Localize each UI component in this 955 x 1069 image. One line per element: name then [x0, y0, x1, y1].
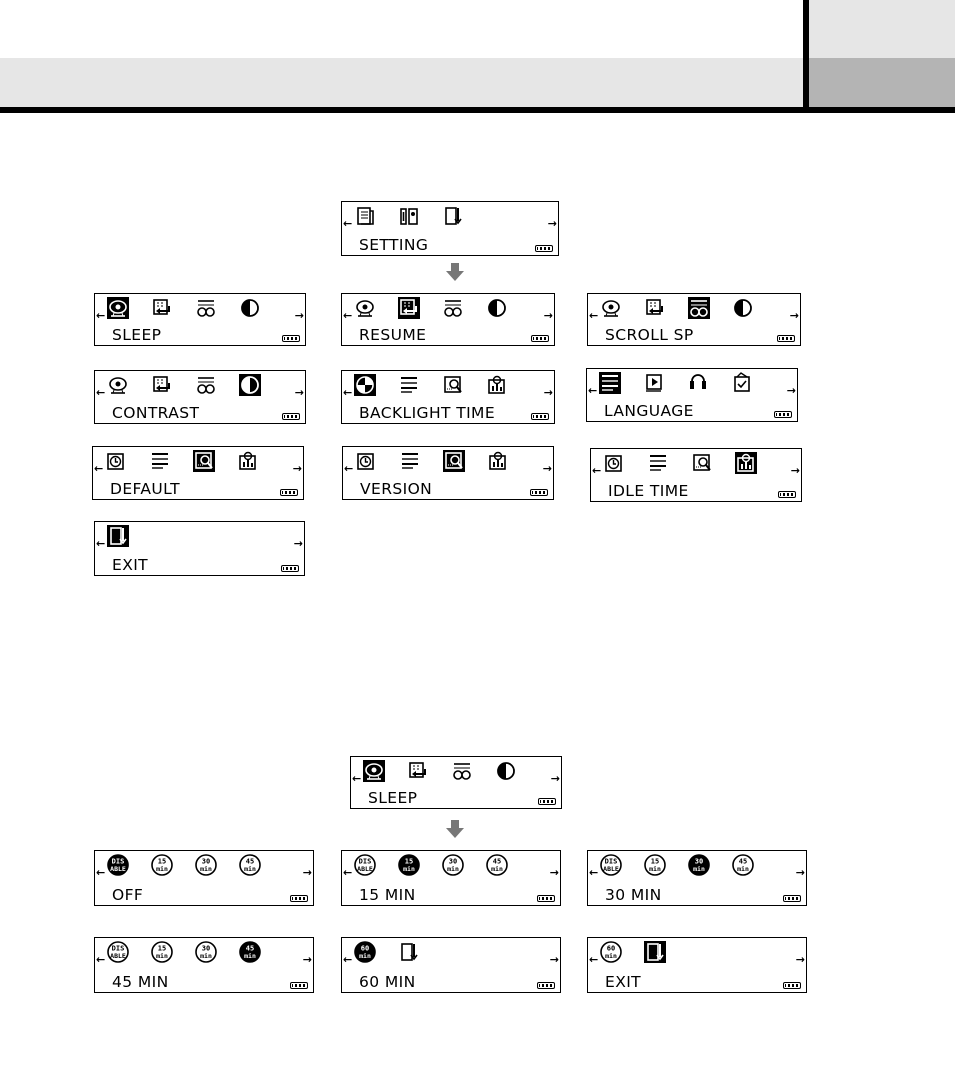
svg-text:30: 30 [201, 944, 211, 953]
backlight-icon [354, 374, 376, 396]
lcd-icon-row [354, 373, 542, 397]
battery-icon [778, 491, 796, 498]
default-icon [443, 450, 465, 472]
resume-icon [398, 297, 420, 319]
sleep-icon [354, 297, 376, 319]
battery-icon [777, 335, 795, 342]
scroll-icon [195, 297, 217, 319]
contrast-icon [732, 297, 754, 319]
lcd-label: SLEEP [368, 789, 418, 807]
svg-text:DIS: DIS [604, 857, 618, 866]
exit-icon [442, 205, 464, 227]
nav-left-icon: ← [343, 953, 353, 966]
nav-right-icon: → [302, 866, 312, 879]
sleep-icon [107, 374, 129, 396]
header-tab-shade [809, 58, 955, 107]
battery-icon [281, 565, 299, 572]
voice-icon [731, 372, 753, 394]
svg-text:ABLE: ABLE [357, 865, 373, 873]
svg-text:15: 15 [157, 944, 167, 953]
battery-icon [535, 245, 553, 252]
svg-text:min: min [491, 865, 503, 873]
nav-right-icon: → [795, 953, 805, 966]
default-icon [193, 450, 215, 472]
lcd-screen [92, 446, 304, 500]
30min-icon [688, 854, 710, 876]
lcd-icon-row [354, 853, 548, 877]
scroll-icon [195, 374, 217, 396]
45min-icon [239, 854, 261, 876]
nav-right-icon: → [549, 953, 559, 966]
svg-text:45: 45 [245, 944, 255, 953]
lcd-icon-row [107, 296, 293, 320]
battery-icon [282, 335, 300, 342]
svg-text:min: min [605, 952, 617, 960]
lcd-icon-row [354, 940, 548, 964]
svg-text:45: 45 [738, 857, 748, 866]
svg-text:min: min [200, 952, 212, 960]
resume-icon [151, 374, 173, 396]
15min-icon [398, 854, 420, 876]
svg-text:min: min [649, 865, 661, 873]
default-icon [691, 452, 713, 474]
nav-left-icon: ← [96, 537, 106, 550]
svg-text:min: min [200, 865, 212, 873]
nav-left-icon: ← [343, 217, 353, 230]
svg-text:60: 60 [606, 944, 616, 953]
lcd-screen [341, 370, 555, 424]
settings-icon [398, 205, 420, 227]
nav-right-icon: → [795, 866, 805, 879]
nav-left-icon: ← [96, 309, 106, 322]
nav-right-icon: → [550, 772, 560, 785]
music-icon [687, 372, 709, 394]
nav-right-icon: → [789, 309, 799, 322]
contrast-icon [239, 374, 261, 396]
lcd-icon-row [355, 449, 541, 473]
nav-right-icon: → [294, 386, 304, 399]
lcd-label: SCROLL SP [605, 326, 694, 344]
battery-icon [774, 411, 792, 418]
clock-icon [355, 450, 377, 472]
nav-left-icon: ← [352, 772, 362, 785]
battery-icon [783, 982, 801, 989]
exit-icon [398, 941, 420, 963]
lcd-label: SETTING [359, 236, 429, 254]
svg-text:15: 15 [157, 857, 167, 866]
contrast-icon [495, 760, 517, 782]
svg-text:30: 30 [201, 857, 211, 866]
lcd-icon-row [600, 853, 794, 877]
15min-icon [151, 854, 173, 876]
lcd-label: SLEEP [112, 326, 162, 344]
nav-right-icon: → [302, 953, 312, 966]
battery-icon [538, 798, 556, 805]
lcd-label: LANGUAGE [604, 402, 694, 420]
version-icon [486, 374, 508, 396]
svg-text:ABLE: ABLE [110, 952, 126, 960]
15min-icon [644, 854, 666, 876]
exit-icon [107, 525, 129, 547]
battery-icon [783, 895, 801, 902]
nav-right-icon: → [293, 537, 303, 550]
battery-icon [530, 489, 548, 496]
nav-left-icon: ← [343, 386, 353, 399]
version-icon [487, 450, 509, 472]
lcd-screen [587, 850, 807, 906]
lcd-icon-row [354, 204, 546, 228]
svg-text:ABLE: ABLE [110, 865, 126, 873]
lcd-screen [94, 293, 306, 346]
lcd-icon-row [354, 296, 542, 320]
lcd-label: 15 MIN [359, 886, 416, 904]
svg-text:15: 15 [650, 857, 660, 866]
svg-text:15: 15 [404, 857, 414, 866]
contrast-icon [239, 297, 261, 319]
lcd-screen [341, 937, 561, 993]
nav-right-icon: → [786, 384, 796, 397]
nav-left-icon: ← [94, 462, 104, 475]
lcd-label: 60 MIN [359, 973, 416, 991]
lcd-screen [342, 446, 554, 500]
lcd-icon-row [107, 524, 292, 548]
45min-icon [486, 854, 508, 876]
svg-text:min: min [403, 865, 415, 873]
lcd-icon-row [107, 940, 301, 964]
battery-icon [537, 982, 555, 989]
sleep-icon [363, 760, 385, 782]
lcd-screen [341, 850, 561, 906]
svg-text:DIS: DIS [358, 857, 372, 866]
contrast-icon [486, 297, 508, 319]
arrow-down-icon [445, 820, 465, 838]
lcd-label: OFF [112, 886, 144, 904]
nav-right-icon: → [549, 866, 559, 879]
30min-icon [195, 941, 217, 963]
scroll-icon [451, 760, 473, 782]
nav-right-icon: → [543, 309, 553, 322]
lcd-icon-row [599, 371, 785, 395]
nav-left-icon: ← [343, 866, 353, 879]
svg-text:min: min [447, 865, 459, 873]
nav-right-icon: → [542, 462, 552, 475]
nav-left-icon: ← [96, 386, 106, 399]
svg-text:30: 30 [694, 857, 704, 866]
lcd-screen [586, 368, 798, 422]
battery-icon [537, 895, 555, 902]
default-icon [442, 374, 464, 396]
lcd-screen [590, 448, 802, 502]
language-icon [599, 372, 621, 394]
lcd-screen [94, 850, 314, 906]
svg-text:ABLE: ABLE [603, 865, 619, 873]
nav-right-icon: → [547, 217, 557, 230]
svg-text:min: min [244, 952, 256, 960]
sleep-icon [107, 297, 129, 319]
battery-icon [531, 413, 549, 420]
lcd-icon-row [600, 296, 788, 320]
svg-text:min: min [244, 865, 256, 873]
lcd-label: VERSION [360, 480, 433, 498]
45min-icon [732, 854, 754, 876]
nav-left-icon: ← [96, 953, 106, 966]
30min-icon [195, 854, 217, 876]
lcd-setting-top [341, 201, 559, 256]
svg-text:min: min [359, 952, 371, 960]
language-icon [398, 374, 420, 396]
lcd-icon-row [107, 373, 293, 397]
svg-text:min: min [156, 952, 168, 960]
nav-right-icon: → [292, 462, 302, 475]
nav-left-icon: ← [589, 309, 599, 322]
nav-left-icon: ← [344, 462, 354, 475]
battery-icon [290, 895, 308, 902]
disable-icon [354, 854, 376, 876]
lcd-screen [94, 521, 305, 576]
lcd-label: EXIT [605, 973, 642, 991]
lcd-label: 45 MIN [112, 973, 169, 991]
nav-right-icon: → [790, 464, 800, 477]
svg-text:min: min [737, 865, 749, 873]
lcd-screen [341, 293, 555, 346]
resume-icon [407, 760, 429, 782]
play-icon [643, 372, 665, 394]
clock-icon [105, 450, 127, 472]
battery-icon [531, 335, 549, 342]
svg-text:min: min [156, 865, 168, 873]
disable-icon [107, 941, 129, 963]
15min-icon [151, 941, 173, 963]
lcd-icon-row [107, 853, 301, 877]
lcd-screen [94, 937, 314, 993]
disable-icon [107, 854, 129, 876]
header-band [0, 58, 805, 107]
lcd-icon-row [105, 449, 291, 473]
nav-left-icon: ← [589, 953, 599, 966]
version-icon [237, 450, 259, 472]
battery-icon [280, 489, 298, 496]
nav-left-icon: ← [96, 866, 106, 879]
lcd-screen [94, 370, 306, 424]
svg-text:60: 60 [360, 944, 370, 953]
lcd-label: IDLE TIME [608, 482, 689, 500]
lcd-icon-row [600, 940, 794, 964]
lcd-label: RESUME [359, 326, 427, 344]
battery-icon [282, 413, 300, 420]
30min-icon [442, 854, 464, 876]
battery-icon [290, 982, 308, 989]
lcd-sleep-top [350, 756, 562, 809]
resume-icon [151, 297, 173, 319]
lcd-label: 30 MIN [605, 886, 662, 904]
header-tab [809, 0, 955, 58]
lcd-icon-row [603, 451, 789, 475]
nav-left-icon: ← [592, 464, 602, 477]
clock-icon [603, 452, 625, 474]
language-icon [149, 450, 171, 472]
exit-icon [644, 941, 666, 963]
lcd-label: EXIT [112, 556, 149, 574]
lcd-label: DEFAULT [110, 480, 180, 498]
book-icon [354, 205, 376, 227]
svg-text:45: 45 [245, 857, 255, 866]
svg-text:min: min [693, 865, 705, 873]
svg-text:30: 30 [448, 857, 458, 866]
lcd-screen [587, 937, 807, 993]
version-icon [735, 452, 757, 474]
nav-right-icon: → [294, 309, 304, 322]
svg-text:DIS: DIS [111, 944, 125, 953]
header-rule [0, 107, 955, 113]
nav-left-icon: ← [343, 309, 353, 322]
scroll-icon [688, 297, 710, 319]
60min-icon [354, 941, 376, 963]
resume-icon [644, 297, 666, 319]
header-divider [803, 0, 809, 113]
45min-icon [239, 941, 261, 963]
svg-text:DIS: DIS [111, 857, 125, 866]
lcd-label: BACKLIGHT TIME [359, 404, 496, 422]
sleep-icon [600, 297, 622, 319]
svg-text:45: 45 [492, 857, 502, 866]
lcd-screen [587, 293, 801, 346]
language-icon [647, 452, 669, 474]
nav-left-icon: ← [588, 384, 598, 397]
arrow-down-icon [445, 263, 465, 281]
disable-icon [600, 854, 622, 876]
60min-icon [600, 941, 622, 963]
nav-left-icon: ← [589, 866, 599, 879]
language-icon [399, 450, 421, 472]
nav-right-icon: → [543, 386, 553, 399]
lcd-icon-row [363, 759, 549, 783]
scroll-icon [442, 297, 464, 319]
lcd-label: CONTRAST [112, 404, 200, 422]
